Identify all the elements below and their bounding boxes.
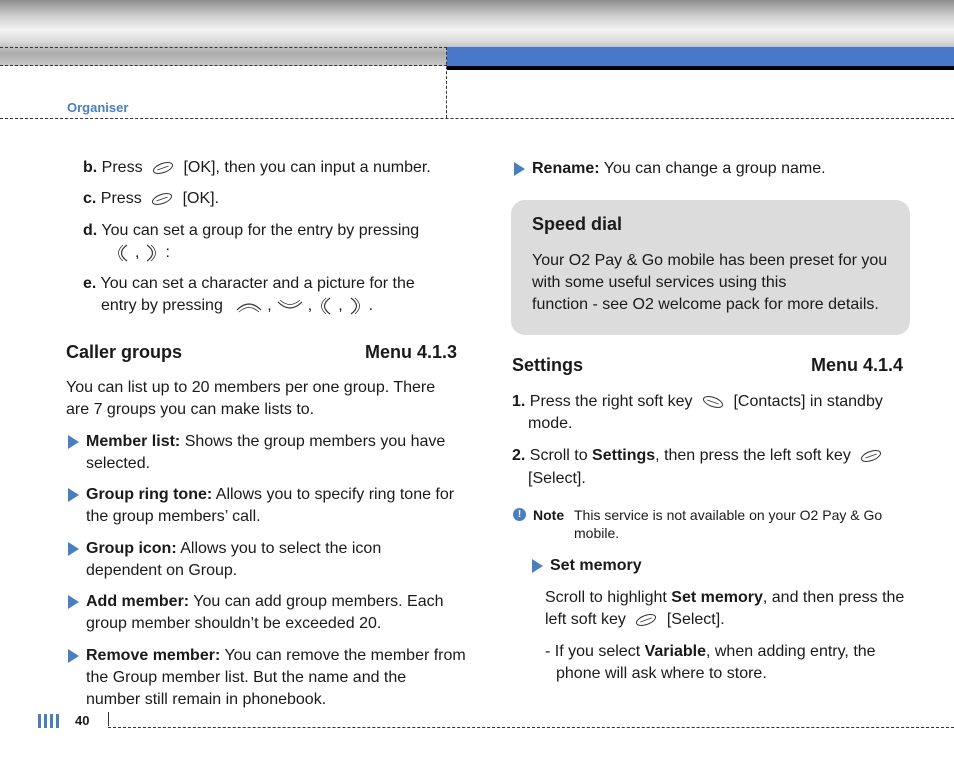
- step-d: d. You can set a group for the entry by pressing: [83, 222, 420, 239]
- note-icon: !: [513, 508, 526, 521]
- ok-key-icon: [151, 161, 175, 175]
- footer-divider: [108, 712, 109, 726]
- step-1: 1. Press the right soft key [Contacts] in standby: [512, 393, 883, 410]
- list-item: Remove member: You can remove the member from the Group member list. But the name and the number still remain in phonebook.: [86, 647, 466, 708]
- right-nav-key-icon: [143, 243, 161, 263]
- settings-menu-number: Menu 4.1.4: [810, 355, 903, 375]
- header-divider-vertical: [446, 47, 447, 118]
- list-item: Add member: You can add group members. Each group member shouldn’t be exceeded 20.: [86, 593, 444, 632]
- right-soft-key-icon: [701, 395, 725, 409]
- right-nav-key-icon: [347, 296, 365, 316]
- rename-item: Rename: You can change a group name.: [532, 160, 826, 177]
- up-nav-key-icon: [235, 298, 263, 314]
- note-text: This service is not available on your O2 Pay & Go mobile.: [574, 507, 883, 541]
- bullet-triangle-icon: [68, 488, 79, 502]
- list-item: Group ring tone: Allows you to specify ring tone for the group members’ call.: [86, 486, 455, 525]
- header-divider: [0, 118, 954, 119]
- step-2-line2: [Select].: [528, 470, 586, 487]
- header-divider: [0, 65, 447, 66]
- header-black-line: [447, 66, 954, 70]
- set-memory-text: Scroll to highlight Set memory, and then press the left soft key [Select].: [545, 589, 905, 628]
- caller-groups-menu-number: Menu 4.1.3: [364, 342, 457, 362]
- set-memory-heading: Set memory: [550, 557, 642, 574]
- footer-divider: [108, 727, 954, 728]
- bullet-triangle-icon: [68, 435, 79, 449]
- down-nav-key-icon: [276, 298, 304, 314]
- step-b: b. Press [OK], then you can input a number.: [83, 159, 431, 176]
- set-memory-variable-text: - If you select Variable, when adding entry, the phone will ask where to store.: [545, 643, 876, 682]
- list-item: Group icon: Allows you to select the icon dependent on Group.: [86, 540, 382, 579]
- header-divider: [0, 47, 447, 48]
- caller-groups-heading: Caller groups: [66, 342, 183, 362]
- left-nav-key-icon: [113, 243, 131, 263]
- note-label: Note: [533, 507, 565, 523]
- caller-groups-intro: You can list up to 20 members per one group. There are 7 groups you can make lists to.: [66, 379, 436, 418]
- left-soft-key-icon: [859, 449, 883, 463]
- section-title: Organiser: [67, 100, 129, 115]
- ok-key-icon: [150, 192, 174, 206]
- step-e: e. You can set a character and a picture for the: [83, 275, 415, 292]
- bullet-triangle-icon: [514, 162, 525, 176]
- step-e-line2: entry by pressing , , , .: [101, 297, 374, 314]
- step-1-line2: mode.: [528, 415, 573, 432]
- step-2: 2. Scroll to Settings, then press the left soft key: [512, 445, 887, 467]
- speed-dial-text: Your O2 Pay & Go mobile has been preset for you with some useful services using this function - see O2 welcome pack for more details.: [532, 252, 888, 313]
- step-c: c. Press [OK].: [83, 190, 220, 207]
- speed-dial-heading: Speed dial: [532, 214, 623, 234]
- header-blue-bar: [447, 47, 954, 66]
- bullet-triangle-icon: [68, 595, 79, 609]
- settings-heading: Settings: [512, 355, 584, 375]
- left-nav-key-icon: [316, 296, 334, 316]
- left-soft-key-icon: [634, 613, 658, 627]
- step-d-keys: , :: [101, 242, 170, 264]
- bullet-triangle-icon: [68, 649, 79, 663]
- bullet-triangle-icon: [532, 559, 543, 573]
- footer-bars-decoration: [38, 714, 62, 733]
- page-number: 40: [75, 713, 90, 728]
- list-item: Member list: Shows the group members you have selected.: [86, 433, 446, 472]
- bullet-triangle-icon: [68, 542, 79, 556]
